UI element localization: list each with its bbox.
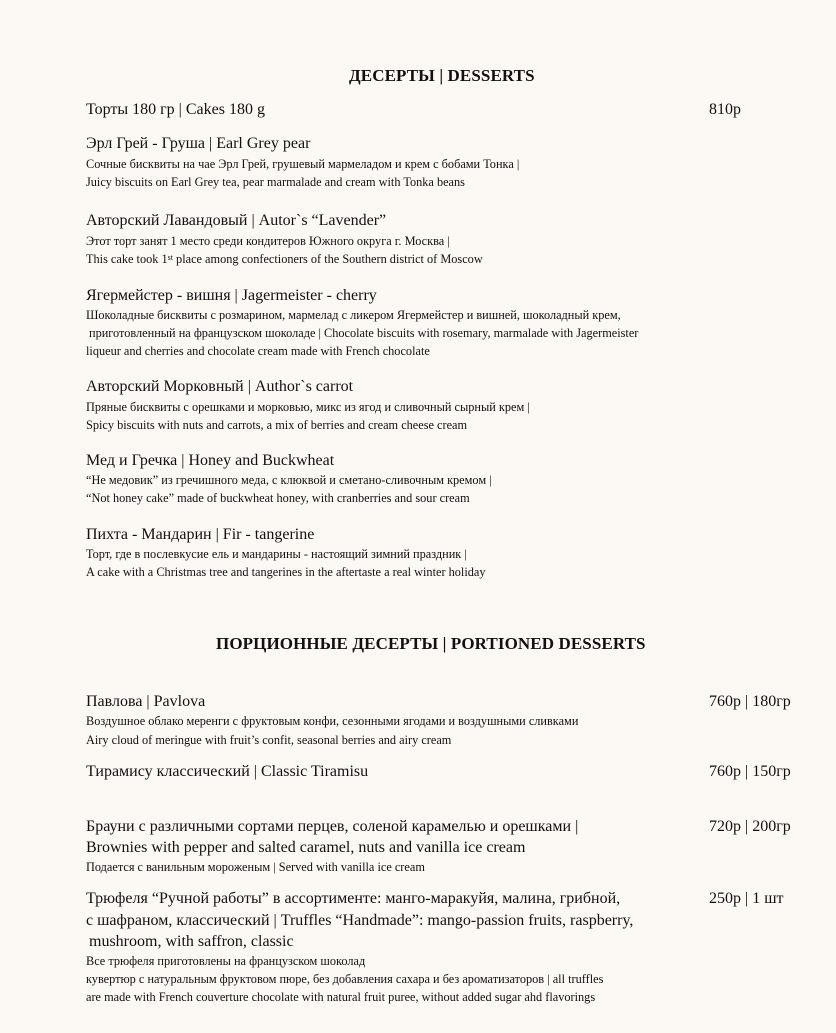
- section-title-portioned-desserts: ПОРЦИОННЫЕ ДЕСЕРТЫ | PORTIONED DESSERTS: [216, 634, 646, 653]
- item-desc-ru: Торт, где в послевкусие ель и мандарины - настоящий зимний праздник |: [86, 547, 467, 561]
- item-desc-en: A cake with a Christmas tree and tangerines in the aftertaste a real winter holiday: [86, 565, 486, 579]
- item-name-tiramisu: Тирамису классический | Classic Tiramisu: [86, 763, 369, 780]
- item-price-truffles: 250р | 1 шт: [709, 890, 784, 907]
- ordinal-suffix: st: [167, 253, 173, 262]
- item-name-fir-tangerine: Пихта - Мандарин | Fir - tangerine: [86, 526, 315, 543]
- item-desc-line: are made with French couverture chocolate with natural fruit puree, without added sugar ahd flavorings: [86, 990, 596, 1004]
- item-name-jagermeister: Ягермейстер - вишня | Jagermeister - cherry: [86, 287, 377, 304]
- item-desc-en: [86, 250, 483, 269]
- desc-text: This cake took 1: [86, 252, 168, 266]
- item-desc-ru: Сочные бисквиты на чае Эрл Грей, грушевый мармеладом и крем с бобами Тонка |: [86, 157, 520, 171]
- item-name-brownie-ru: Брауни с различными сортами перцев, соленой карамелью и орешками |: [86, 818, 579, 835]
- cakes-price: 810р: [709, 101, 741, 118]
- item-desc-line: Все трюфеля приготовлены на французском шоколад: [86, 954, 366, 968]
- desc-text: place among confectioners of the Southern district of Moscow: [172, 252, 483, 266]
- item-desc: Подается с ванильным мороженым | Served with vanilla ice cream: [86, 860, 425, 874]
- section-title-desserts: ДЕСЕРТЫ | DESSERTS: [349, 66, 535, 85]
- item-name-truffles-line3: mushroom, with saffron, classic: [89, 933, 294, 950]
- item-desc-ru: Воздушное облако меренги с фруктовым конфи, сезонными ягодами и воздушными сливками: [86, 714, 579, 728]
- item-desc-ru: Пряные бисквиты с орешками и морковью, микс из ягод и сливочный сырный крем |: [86, 400, 530, 414]
- item-name-earl-grey: Эрл Грей - Груша | Earl Grey pear: [86, 135, 311, 152]
- item-price-tiramisu: 760р | 150гр: [709, 763, 791, 780]
- item-desc-ru: “Не медовик” из гречишного меда, с клюквой и сметано-сливочным кремом |: [86, 473, 492, 487]
- item-desc-en: “Not honey cake” made of buckwheat honey, with cranberries and sour cream: [86, 491, 470, 505]
- item-desc-line: Шоколадные бисквиты с розмарином, мармелад с ликером Ягермейстер и вишней, шоколадный крем,: [86, 308, 621, 322]
- item-desc-line: liqueur and cherries and chocolate cream made with French chocolate: [86, 344, 430, 358]
- item-desc-line: приготовленный на французском шоколаде | Chocolate biscuits with rosemary, marmalade with Jagermeister: [89, 326, 639, 340]
- item-name-truffles-line1: Трюфеля “Ручной работы” в ассортименте: манго-маракуйя, малина, грибной,: [86, 890, 621, 907]
- item-price-brownie: 720р | 200гр: [709, 818, 791, 835]
- item-desc-en: Juicy biscuits on Earl Grey tea, pear marmalade and cream with Tonka beans: [86, 175, 465, 189]
- item-price-pavlova: 760р | 180гр: [709, 693, 791, 710]
- item-desc-line: кувертюр с натуральным фруктовом пюре, без добавления сахара и без ароматизаторов | all truffles: [86, 972, 604, 986]
- item-name-pavlova: Павлова | Pavlova: [86, 693, 206, 710]
- cakes-header: Торты 180 гр | Cakes 180 g: [86, 101, 265, 118]
- item-desc-en: Airy cloud of meringue with fruit’s confit, seasonal berries and airy cream: [86, 733, 452, 747]
- item-desc-en: Spicy biscuits with nuts and carrots, a mix of berries and cream cheese cream: [86, 418, 468, 432]
- item-desc-ru: Этот торт занят 1 место среди кондитеров Южного округа г. Москва |: [86, 234, 450, 248]
- item-name-carrot: Авторский Морковный | Author`s carrot: [86, 378, 354, 395]
- item-name-lavender: Авторский Лавандовый | Autor`s “Lavender”: [86, 212, 387, 229]
- item-name-honey-buckwheat: Мед и Гречка | Honey and Buckwheat: [86, 452, 335, 469]
- item-name-truffles-line2: с шафраном, классический | Truffles “Handmade”: mango-passion fruits, raspberry,: [86, 912, 634, 929]
- item-name-brownie-en: Brownies with pepper and salted caramel, nuts and vanilla ice cream: [86, 839, 526, 856]
